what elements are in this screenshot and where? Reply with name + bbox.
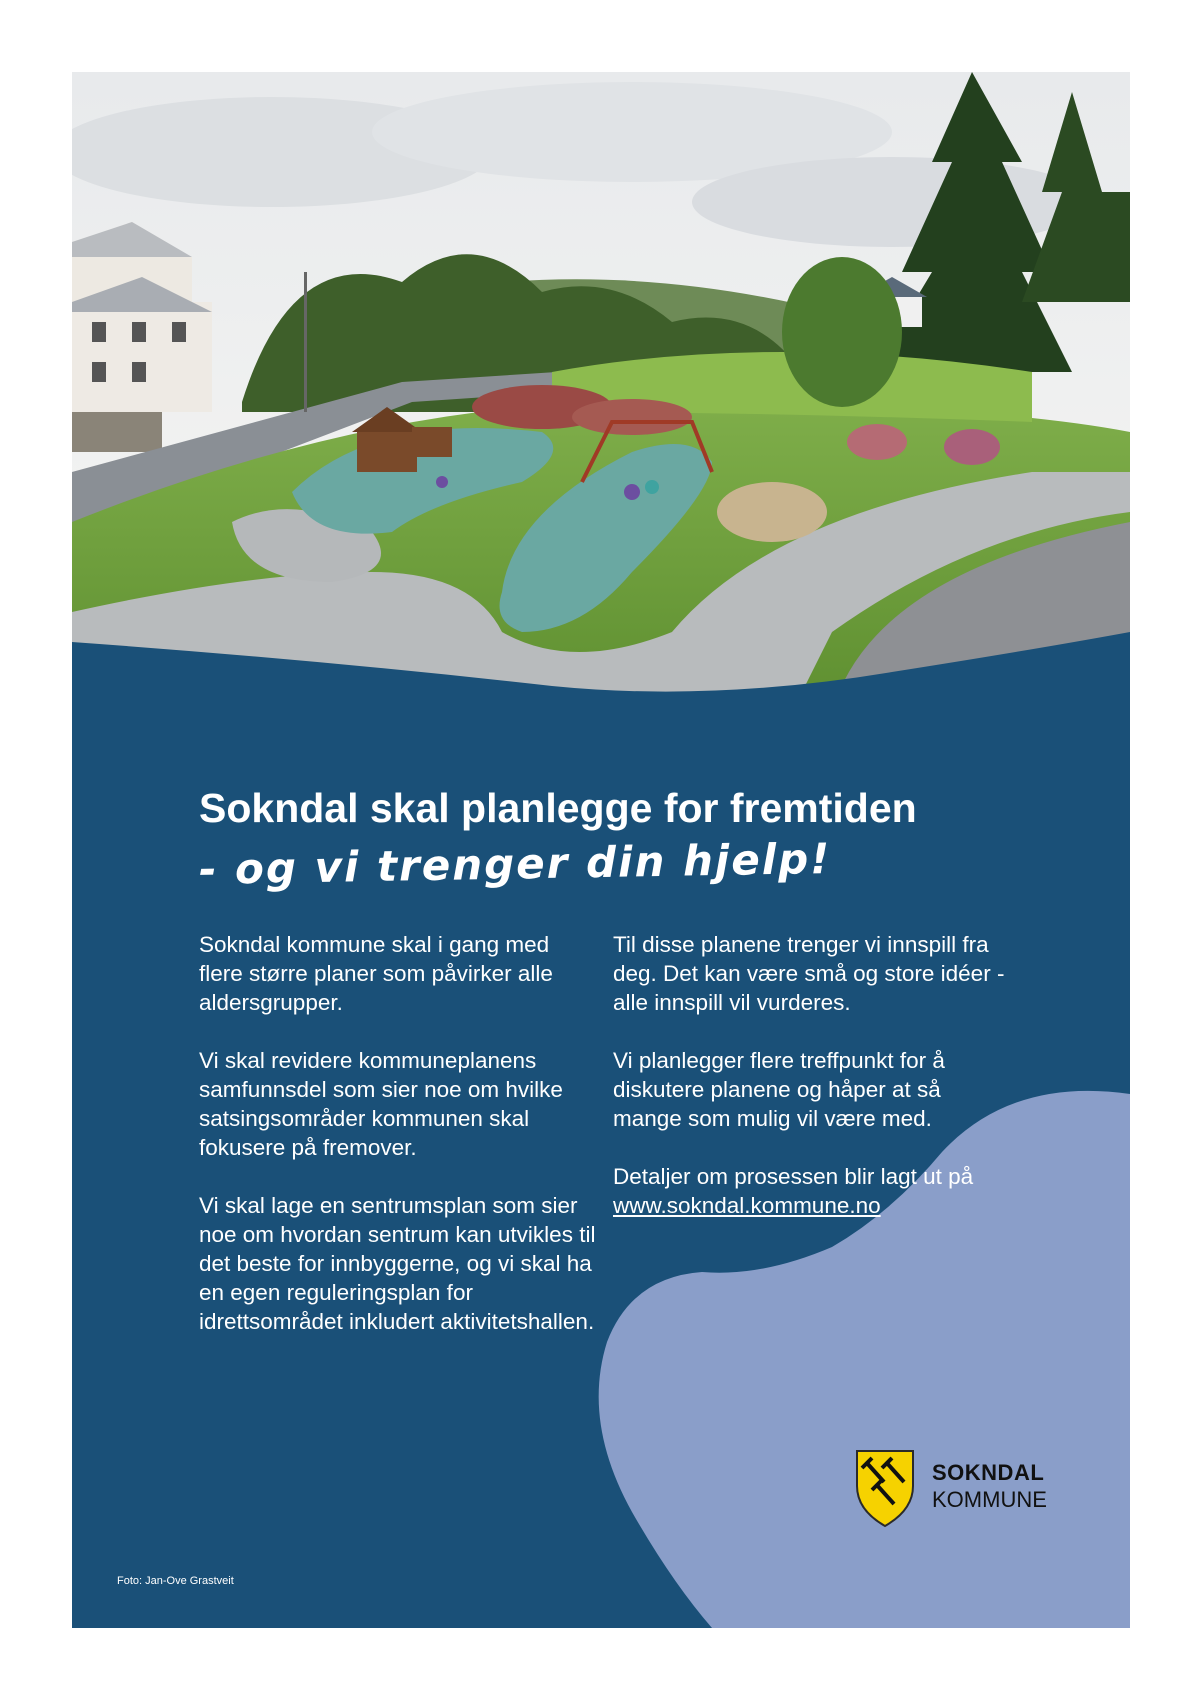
logo-name: SOKNDAL — [932, 1460, 1045, 1485]
details-text: Detaljer om prosessen blir lagt ut på — [613, 1164, 974, 1189]
photo-credit: Foto: Jan-Ove Grastveit — [117, 1575, 234, 1587]
paragraph: Til disse planene trenger vi innspill fra deg. Det kan være små og store idéer - alle innspill vil vurderes. — [613, 932, 1005, 1015]
paragraph: Vi planlegger flere treffpunkt for å diskutere planene og håper at så mange som mulig vil være med. — [613, 1048, 945, 1131]
logo-subtitle: KOMMUNE — [932, 1487, 1047, 1512]
left-column — [199, 930, 599, 1365]
tagline: - og vi trenger din hjelp! — [198, 833, 832, 894]
hammers-shield-icon — [854, 1448, 916, 1528]
right-column — [613, 930, 1013, 1249]
paragraph: Vi skal lage en sentrumsplan som sier noe om hvordan sentrum kan utvikles til det beste for innbyggerne, og vi skal ha en egen reguleringsplan for idrettsområdet inkludert aktivitetshallen. — [199, 1193, 596, 1334]
paragraph: Vi skal revidere kommuneplanens samfunnsdel som sier noe om hvilke satsingsområder kommunen skal fokusere på fremover. — [199, 1048, 563, 1160]
paragraph: Sokndal kommune skal i gang med flere større planer som påvirker alle aldersgrupper. — [199, 932, 553, 1015]
details-paragraph — [613, 1162, 1013, 1220]
poster — [72, 72, 1130, 1628]
municipality-logo — [854, 1448, 1059, 1530]
website-link[interactable]: www.sokndal.kommune.no — [613, 1193, 881, 1218]
headline: Sokndal skal planlegge for fremtiden — [199, 785, 917, 831]
